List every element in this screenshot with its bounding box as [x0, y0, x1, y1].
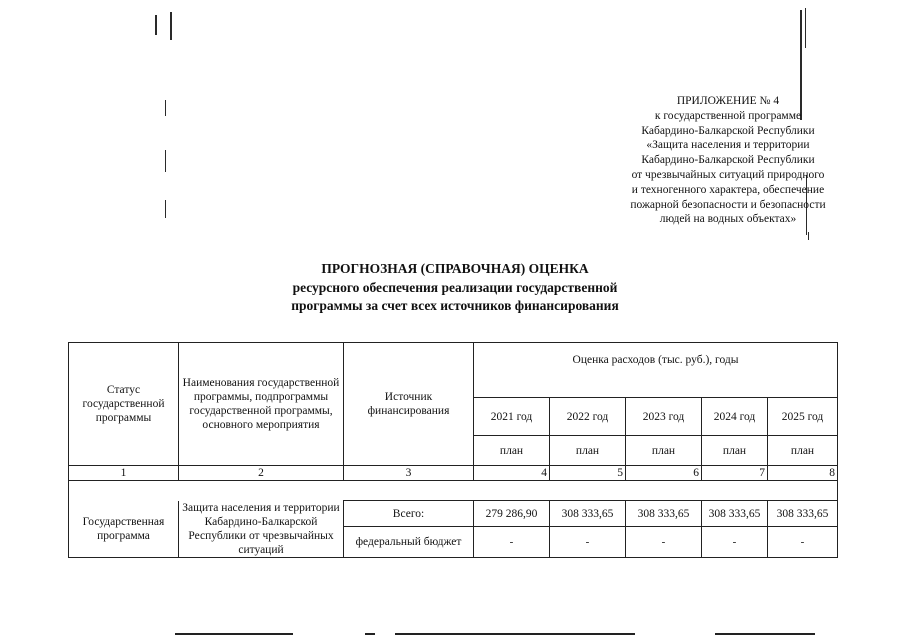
- scan-artifact-line: [715, 633, 815, 635]
- appendix-line: Кабардино-Балкарской Республики: [641, 154, 815, 167]
- row-status: Государственная программа: [69, 501, 179, 558]
- column-number: 7: [702, 466, 768, 481]
- document-title: [200, 260, 710, 316]
- column-number: 2: [179, 466, 344, 481]
- appendix-line: Кабардино-Балкарской Республики: [641, 124, 815, 137]
- scan-artifact-line: [175, 633, 293, 635]
- scan-artifact-line: [155, 15, 157, 35]
- scan-artifact-line: [165, 100, 166, 116]
- source-label-federal: федеральный бюджет: [344, 527, 474, 557]
- header-year: 2021 год: [474, 398, 550, 436]
- value-cell: -: [702, 527, 768, 557]
- scan-artifact-line: [165, 200, 166, 218]
- appendix-note: [598, 94, 858, 227]
- value-cell: -: [474, 527, 550, 557]
- column-number: 1: [69, 466, 179, 481]
- header-plan: план: [626, 436, 702, 466]
- header-plan: план: [550, 436, 626, 466]
- header-year: 2025 год: [768, 398, 838, 436]
- header-costs: Оценка расходов (тыс. руб.), годы: [474, 343, 838, 398]
- column-number: 8: [768, 466, 838, 481]
- column-number: 5: [550, 466, 626, 481]
- header-plan: план: [768, 436, 838, 466]
- value-cell: -: [768, 527, 838, 557]
- header-year: 2023 год: [626, 398, 702, 436]
- column-number: 4: [474, 466, 550, 481]
- value-cell: 308 333,65: [768, 501, 838, 527]
- title-line: программы за счет всех источников финансирования: [291, 298, 619, 313]
- header-year: 2024 год: [702, 398, 768, 436]
- value-cell: 308 333,65: [626, 501, 702, 527]
- value-cell: -: [626, 527, 702, 557]
- appendix-line: пожарной безопасности и безопасности: [630, 198, 826, 211]
- header-plan: план: [702, 436, 768, 466]
- header-year: 2022 год: [550, 398, 626, 436]
- header-program-name: Наименования государственной программы, подпрограммы государственной программы, основного мероприятия: [179, 343, 344, 466]
- header-source: Источник финансирования: [344, 343, 474, 466]
- column-number: 3: [344, 466, 474, 481]
- header-plan: план: [474, 436, 550, 466]
- scan-artifact-line: [365, 633, 375, 635]
- scan-artifact-line: [395, 633, 635, 635]
- appendix-line: «Защита населения и территории: [646, 139, 810, 152]
- appendix-line: ПРИЛОЖЕНИЕ № 4: [676, 95, 780, 107]
- appendix-line: к государственной программе: [654, 109, 802, 122]
- row-spacer: [69, 481, 838, 501]
- header-status: Статус государственной программы: [69, 343, 179, 466]
- appendix-line: от чрезвычайных ситуаций природного: [631, 168, 825, 181]
- appendix-line: и техногенного характера, обеспечение: [631, 183, 825, 196]
- value-cell: -: [550, 527, 626, 557]
- value-cell: 308 333,65: [550, 501, 626, 527]
- scan-artifact-line: [808, 232, 809, 240]
- scan-artifact-line: [165, 150, 166, 172]
- resource-table: [68, 342, 838, 558]
- scan-artifact-line: [805, 8, 806, 48]
- value-cell: 279 286,90: [474, 501, 550, 527]
- appendix-line: людей на водных объектах»: [659, 213, 797, 226]
- title-line: ресурсного обеспечения реализации государственной: [292, 279, 618, 295]
- row-program-name: Защита населения и территории Кабардино-Балкарской Республики от чрезвычайных ситуаций: [179, 501, 344, 558]
- title-line: ПРОГНОЗНАЯ (СПРАВОЧНАЯ) ОЦЕНКА: [321, 261, 589, 276]
- scan-artifact-line: [170, 12, 172, 40]
- value-cell: 308 333,65: [702, 501, 768, 527]
- source-label-total: Всего:: [344, 501, 474, 527]
- column-number: 6: [626, 466, 702, 481]
